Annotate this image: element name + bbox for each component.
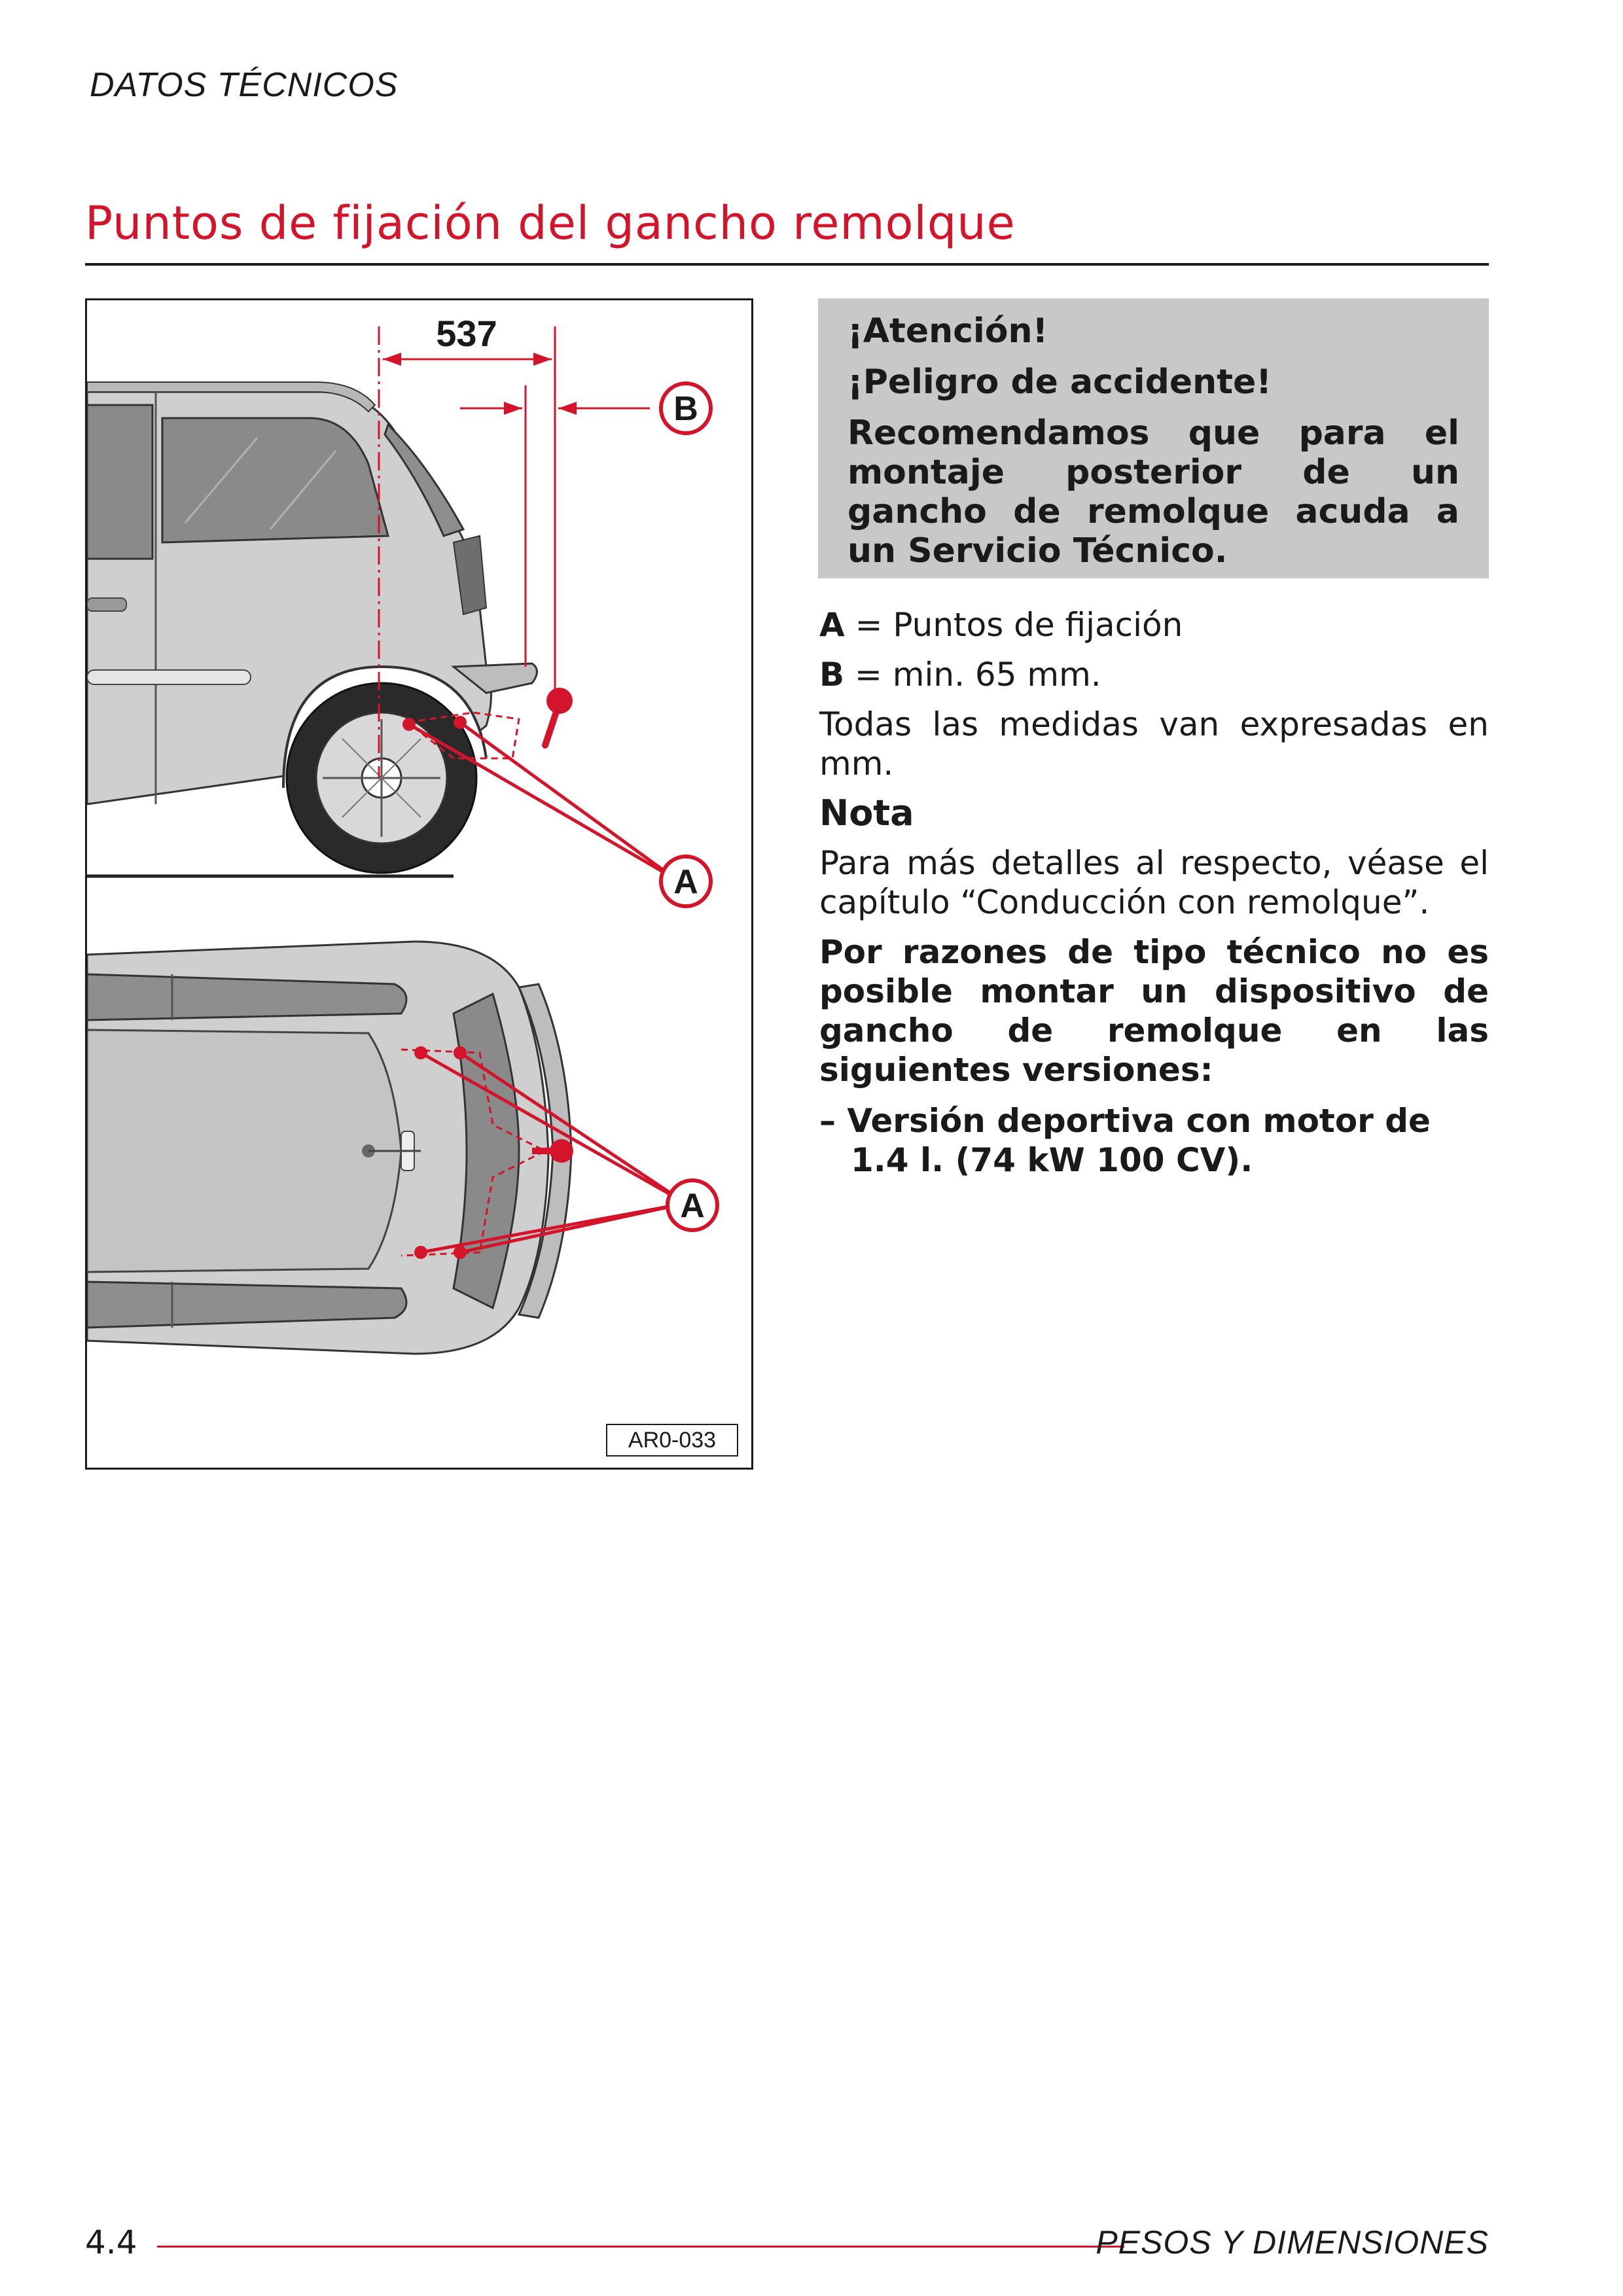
title-divider (85, 263, 1489, 266)
legend-a-text: = Puntos de fijación (844, 606, 1183, 644)
footer-divider (157, 2246, 1124, 2248)
car-side-view (87, 382, 676, 879)
units-note: Todas las medidas van expresadas en mm. (819, 705, 1489, 783)
towbar-diagram (85, 298, 753, 1470)
running-header: DATOS TÉCNICOS (90, 66, 399, 104)
restriction-text: Por razones de tipo técnico no es posible montar un dispositivo de gancho de remolque en las siguientes versiones: (819, 933, 1489, 1089)
callout-b-label: B (673, 390, 698, 428)
warning-subheading: ¡Peligro de accidente! (847, 362, 1272, 402)
footer-section-title: PESOS Y DIMENSIONES (1096, 2224, 1489, 2261)
callout-a-side (661, 857, 711, 906)
legend-a-key: A (819, 606, 845, 644)
callout-a-top-label: A (680, 1187, 705, 1225)
dimension-label: 537 (436, 313, 497, 354)
legend-a (819, 605, 1489, 645)
page-title: Puntos de fijación del gancho remolque (85, 196, 1016, 250)
warning-heading: ¡Atención! (847, 311, 1048, 351)
warning-box (818, 298, 1489, 578)
car-top-view (87, 942, 686, 1354)
legend-b (819, 655, 1489, 694)
legend-b-text: = min. 65 mm. (844, 656, 1101, 694)
page-number: 4.4 (85, 2223, 137, 2261)
callout-a-top (668, 1180, 717, 1230)
warning-text: Recomendamos que para el montaje posterior de un gancho de remolque acuda a un Servicio Técnico. (847, 414, 1459, 571)
note-heading: Nota (819, 792, 914, 834)
note-text: Para más detalles al respecto, véase el capítulo “Conducción con remolque”. (819, 844, 1489, 921)
restriction-list-item: – Versión deportiva con motor de 1.4 l. (74 kW 100 CV). (819, 1102, 1431, 1179)
body-text (819, 605, 1489, 1190)
callout-a-side-label: A (673, 863, 698, 901)
legend-b-key: B (819, 656, 845, 694)
callout-b (661, 383, 711, 433)
figure-code: AR0-033 (606, 1424, 738, 1457)
